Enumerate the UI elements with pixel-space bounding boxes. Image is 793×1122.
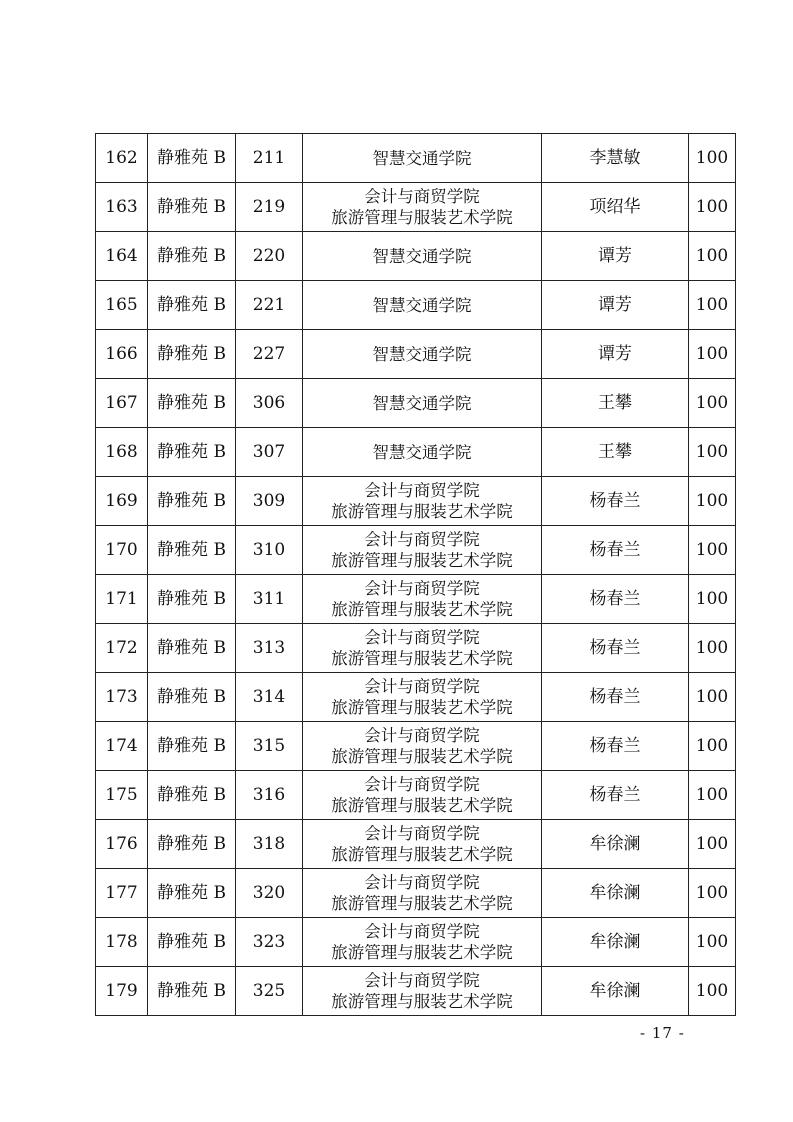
table-row (96, 330, 736, 379)
building-cell: 静雅苑 B (148, 477, 236, 526)
room-number-cell: 314 (236, 673, 303, 722)
table-row (96, 477, 736, 526)
department-name: 会计与商贸学院 (364, 187, 480, 206)
department-cell (303, 183, 542, 232)
score-cell: 100 (689, 183, 736, 232)
department-cell (303, 428, 542, 477)
department-cell (303, 967, 542, 1016)
department-name: 旅游管理与服装艺术学院 (331, 502, 513, 521)
row-number-cell: 173 (96, 673, 148, 722)
building-cell: 静雅苑 B (148, 771, 236, 820)
table-row (96, 526, 736, 575)
department-cell (303, 477, 542, 526)
department-name: 会计与商贸学院 (364, 873, 480, 892)
department-name: 智慧交通学院 (372, 344, 472, 364)
room-number-cell: 306 (236, 379, 303, 428)
table-row (96, 281, 736, 330)
score-cell: 100 (689, 820, 736, 869)
table-row (96, 820, 736, 869)
department-cell (303, 281, 542, 330)
person-in-charge-cell: 杨春兰 (542, 624, 689, 673)
department-name: 会计与商贸学院 (364, 922, 480, 941)
person-in-charge-cell: 王攀 (542, 379, 689, 428)
score-cell: 100 (689, 967, 736, 1016)
row-number-cell: 172 (96, 624, 148, 673)
building-cell: 静雅苑 B (148, 820, 236, 869)
person-in-charge-cell: 杨春兰 (542, 575, 689, 624)
person-in-charge-cell: 王攀 (542, 428, 689, 477)
person-in-charge-cell: 谭芳 (542, 330, 689, 379)
department-name: 旅游管理与服装艺术学院 (331, 747, 513, 766)
building-cell: 静雅苑 B (148, 428, 236, 477)
row-number-cell: 178 (96, 918, 148, 967)
department-name: 旅游管理与服装艺术学院 (331, 600, 513, 619)
department-name: 智慧交通学院 (372, 442, 472, 462)
room-number-cell: 325 (236, 967, 303, 1016)
room-number-cell: 211 (236, 134, 303, 183)
score-cell: 100 (689, 869, 736, 918)
department-cell (303, 379, 542, 428)
row-number-cell: 177 (96, 869, 148, 918)
department-name: 智慧交通学院 (372, 393, 472, 413)
table-row (96, 183, 736, 232)
department-cell (303, 624, 542, 673)
person-in-charge-cell: 谭芳 (542, 232, 689, 281)
building-cell: 静雅苑 B (148, 869, 236, 918)
room-number-cell: 309 (236, 477, 303, 526)
building-cell: 静雅苑 B (148, 281, 236, 330)
score-cell: 100 (689, 526, 736, 575)
department-name: 旅游管理与服装艺术学院 (331, 551, 513, 570)
person-in-charge-cell: 杨春兰 (542, 673, 689, 722)
room-number-cell: 320 (236, 869, 303, 918)
building-cell: 静雅苑 B (148, 673, 236, 722)
building-cell: 静雅苑 B (148, 134, 236, 183)
score-cell: 100 (689, 575, 736, 624)
department-name: 会计与商贸学院 (364, 775, 480, 794)
department-name: 智慧交通学院 (372, 295, 472, 315)
department-name: 会计与商贸学院 (364, 530, 480, 549)
table-row (96, 379, 736, 428)
department-name: 会计与商贸学院 (364, 726, 480, 745)
score-cell: 100 (689, 379, 736, 428)
row-number-cell: 165 (96, 281, 148, 330)
person-in-charge-cell: 杨春兰 (542, 771, 689, 820)
department-name: 智慧交通学院 (372, 148, 472, 168)
room-number-cell: 323 (236, 918, 303, 967)
department-cell (303, 918, 542, 967)
person-in-charge-cell: 谭芳 (542, 281, 689, 330)
department-cell (303, 722, 542, 771)
department-cell (303, 575, 542, 624)
row-number-cell: 175 (96, 771, 148, 820)
room-number-cell: 311 (236, 575, 303, 624)
room-number-cell: 221 (236, 281, 303, 330)
score-cell: 100 (689, 673, 736, 722)
department-name: 会计与商贸学院 (364, 481, 480, 500)
dormitory-score-table (95, 133, 736, 1016)
person-in-charge-cell: 牟徐澜 (542, 820, 689, 869)
row-number-cell: 162 (96, 134, 148, 183)
table-row (96, 428, 736, 477)
row-number-cell: 166 (96, 330, 148, 379)
department-name: 旅游管理与服装艺术学院 (331, 649, 513, 668)
building-cell: 静雅苑 B (148, 722, 236, 771)
person-in-charge-cell: 杨春兰 (542, 526, 689, 575)
department-name: 会计与商贸学院 (364, 628, 480, 647)
room-number-cell: 219 (236, 183, 303, 232)
building-cell: 静雅苑 B (148, 526, 236, 575)
department-cell (303, 869, 542, 918)
room-number-cell: 310 (236, 526, 303, 575)
score-cell: 100 (689, 134, 736, 183)
building-cell: 静雅苑 B (148, 379, 236, 428)
department-name: 旅游管理与服装艺术学院 (331, 208, 513, 227)
person-in-charge-cell: 李慧敏 (542, 134, 689, 183)
department-name: 会计与商贸学院 (364, 579, 480, 598)
room-number-cell: 318 (236, 820, 303, 869)
building-cell: 静雅苑 B (148, 918, 236, 967)
row-number-cell: 174 (96, 722, 148, 771)
room-number-cell: 316 (236, 771, 303, 820)
score-cell: 100 (689, 771, 736, 820)
room-number-cell: 313 (236, 624, 303, 673)
department-cell (303, 526, 542, 575)
person-in-charge-cell: 牟徐澜 (542, 918, 689, 967)
department-name: 会计与商贸学院 (364, 677, 480, 696)
department-name: 旅游管理与服装艺术学院 (331, 796, 513, 815)
table-row (96, 967, 736, 1016)
score-cell: 100 (689, 722, 736, 771)
page-number: - 17 - (640, 1024, 685, 1042)
score-cell: 100 (689, 624, 736, 673)
score-cell: 100 (689, 232, 736, 281)
person-in-charge-cell: 杨春兰 (542, 722, 689, 771)
building-cell: 静雅苑 B (148, 183, 236, 232)
department-name: 旅游管理与服装艺术学院 (331, 698, 513, 717)
table-body (96, 134, 736, 1016)
department-name: 旅游管理与服装艺术学院 (331, 894, 513, 913)
score-cell: 100 (689, 330, 736, 379)
score-cell: 100 (689, 918, 736, 967)
department-cell (303, 232, 542, 281)
row-number-cell: 176 (96, 820, 148, 869)
row-number-cell: 169 (96, 477, 148, 526)
row-number-cell: 171 (96, 575, 148, 624)
table-row (96, 771, 736, 820)
score-cell: 100 (689, 477, 736, 526)
row-number-cell: 163 (96, 183, 148, 232)
table-row (96, 869, 736, 918)
row-number-cell: 164 (96, 232, 148, 281)
department-name: 旅游管理与服装艺术学院 (331, 992, 513, 1011)
score-cell: 100 (689, 281, 736, 330)
room-number-cell: 220 (236, 232, 303, 281)
building-cell: 静雅苑 B (148, 624, 236, 673)
table-row (96, 722, 736, 771)
row-number-cell: 179 (96, 967, 148, 1016)
score-cell: 100 (689, 428, 736, 477)
room-number-cell: 307 (236, 428, 303, 477)
building-cell: 静雅苑 B (148, 330, 236, 379)
row-number-cell: 168 (96, 428, 148, 477)
department-name: 会计与商贸学院 (364, 971, 480, 990)
department-cell (303, 820, 542, 869)
building-cell: 静雅苑 B (148, 967, 236, 1016)
person-in-charge-cell: 牟徐澜 (542, 869, 689, 918)
room-number-cell: 315 (236, 722, 303, 771)
person-in-charge-cell: 杨春兰 (542, 477, 689, 526)
table-row (96, 134, 736, 183)
row-number-cell: 170 (96, 526, 148, 575)
department-cell (303, 673, 542, 722)
department-name: 会计与商贸学院 (364, 824, 480, 843)
department-cell (303, 134, 542, 183)
person-in-charge-cell: 项绍华 (542, 183, 689, 232)
department-name: 旅游管理与服装艺术学院 (331, 845, 513, 864)
building-cell: 静雅苑 B (148, 232, 236, 281)
department-name: 旅游管理与服装艺术学院 (331, 943, 513, 962)
room-number-cell: 227 (236, 330, 303, 379)
department-cell (303, 771, 542, 820)
row-number-cell: 167 (96, 379, 148, 428)
department-name: 智慧交通学院 (372, 246, 472, 266)
person-in-charge-cell: 牟徐澜 (542, 967, 689, 1016)
table-row (96, 673, 736, 722)
table-row (96, 232, 736, 281)
table-row (96, 575, 736, 624)
department-cell (303, 330, 542, 379)
building-cell: 静雅苑 B (148, 575, 236, 624)
table-row (96, 624, 736, 673)
table-row (96, 918, 736, 967)
